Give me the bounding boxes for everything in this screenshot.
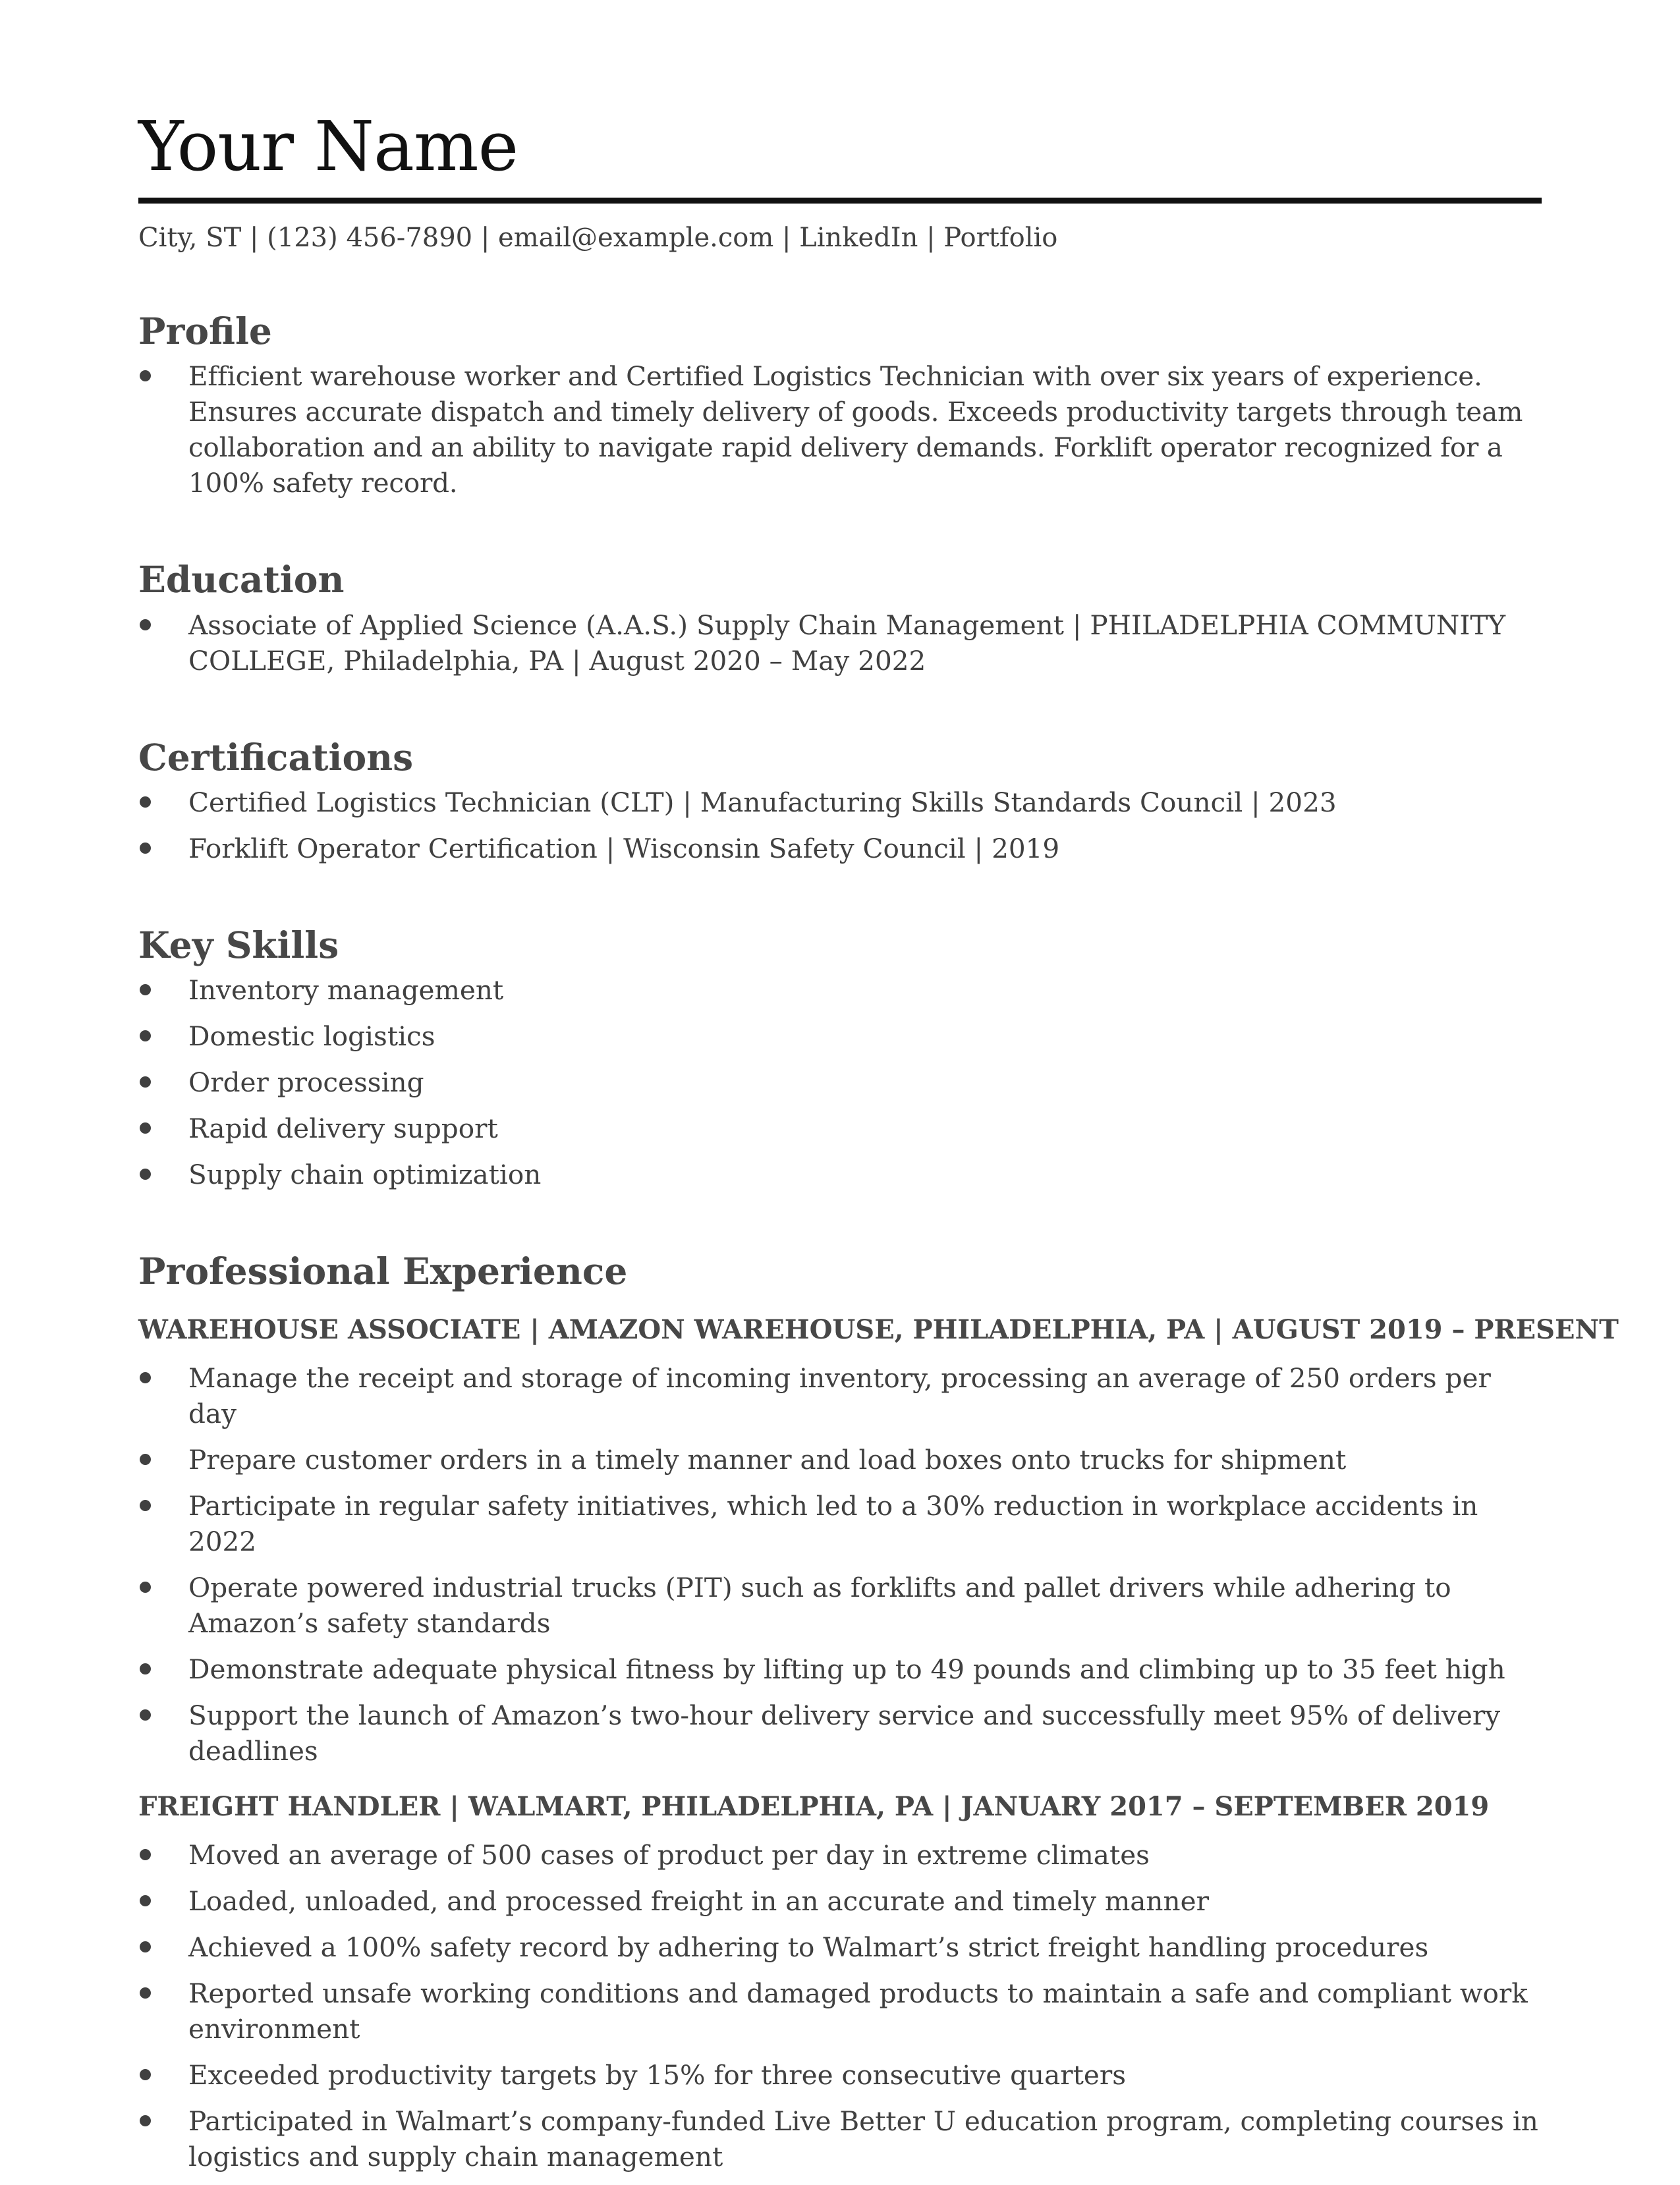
list-item: Loaded, unloaded, and processed freight in an accurate and timely manner bbox=[138, 1883, 1542, 1919]
section-title-education: Education bbox=[138, 558, 345, 601]
job-amazon-list bbox=[138, 1360, 1542, 1769]
education-list bbox=[138, 607, 1542, 678]
job-walmart-list bbox=[138, 1837, 1542, 2174]
list-item: Participate in regular safety initiatives, which led to a 30% reduction in workplace accidents in 2022 bbox=[138, 1488, 1542, 1559]
list-item: Associate of Applied Science (A.A.S.) Supply Chain Management | PHILADELPHIA COMMUNITY COLLEGE, Philadelphia, PA | August 2020 – May 2022 bbox=[138, 607, 1542, 678]
list-item: Forklift Operator Certification | Wisconsin Safety Council | 2019 bbox=[138, 831, 1542, 866]
section-title-experience: Professional Experience bbox=[138, 1250, 628, 1292]
list-item: Achieved a 100% safety record by adhering to Walmart’s strict freight handling procedures bbox=[138, 1929, 1542, 1965]
bullet-icon bbox=[140, 1122, 151, 1134]
job-heading-amazon: WAREHOUSE ASSOCIATE | AMAZON WAREHOUSE, PHILADELPHIA, PA | AUGUST 2019 – PRESENT bbox=[138, 1314, 1619, 1346]
list-item: Demonstrate adequate physical fitness by lifting up to 49 pounds and climbing up to 35 feet high bbox=[138, 1651, 1542, 1687]
list-item: Moved an average of 500 cases of product per day in extreme climates bbox=[138, 1837, 1542, 1873]
list-item: Inventory management bbox=[138, 972, 1542, 1008]
bullet-icon bbox=[140, 1709, 151, 1721]
bullet-icon bbox=[140, 1895, 151, 1906]
bullet-icon bbox=[140, 843, 151, 854]
bullet-icon bbox=[140, 1030, 151, 1041]
bullet-icon bbox=[140, 796, 151, 808]
bullet-icon bbox=[140, 1454, 151, 1465]
contact-line: City, ST | (123) 456-7890 | email@example.com | LinkedIn | Portfolio bbox=[138, 223, 1058, 253]
resume-name: Your Name bbox=[138, 106, 518, 186]
job-heading-walmart: FREIGHT HANDLER | WALMART, PHILADELPHIA, PA | JANUARY 2017 – SEPTEMBER 2019 bbox=[138, 1791, 1490, 1823]
header-divider bbox=[138, 198, 1542, 204]
bullet-icon bbox=[140, 1500, 151, 1511]
bullet-icon bbox=[140, 370, 151, 381]
section-title-skills: Key Skills bbox=[138, 923, 339, 966]
list-item: Exceeded productivity targets by 15% for three consecutive quarters bbox=[138, 2057, 1542, 2093]
skills-list bbox=[138, 972, 1542, 1192]
list-item: Supply chain optimization bbox=[138, 1157, 1542, 1192]
bullet-icon bbox=[140, 1372, 151, 1383]
list-item: Order processing bbox=[138, 1065, 1542, 1100]
bullet-icon bbox=[140, 1849, 151, 1860]
list-item: Efficient warehouse worker and Certified Logistics Technician with over six years of experience. Ensures accurate dispatch and timely delivery of goods. Exceeds productivity targets through team collaboration and an ability to navigate rapid delivery demands. Forklift operator recognized for a 100% safety record. bbox=[138, 358, 1542, 501]
list-item: Reported unsafe working conditions and damaged products to maintain a safe and compliant work environment bbox=[138, 1976, 1542, 2047]
list-item: Operate powered industrial trucks (PIT) such as forklifts and pallet drivers while adhering to Amazon’s safety standards bbox=[138, 1570, 1542, 1641]
list-item: Certified Logistics Technician (CLT) | Manufacturing Skills Standards Council | 2023 bbox=[138, 785, 1542, 820]
bullet-icon bbox=[140, 1076, 151, 1088]
bullet-icon bbox=[140, 1582, 151, 1593]
section-title-certifications: Certifications bbox=[138, 735, 414, 779]
bullet-icon bbox=[140, 619, 151, 630]
bullet-icon bbox=[140, 1169, 151, 1180]
certifications-list bbox=[138, 785, 1542, 866]
bullet-icon bbox=[140, 1987, 151, 1999]
section-title-profile: Profile bbox=[138, 310, 272, 352]
profile-list bbox=[138, 358, 1542, 501]
list-item: Domestic logistics bbox=[138, 1018, 1542, 1054]
bullet-icon bbox=[140, 1663, 151, 1674]
list-item: Participated in Walmart’s company-funded Live Better U education program, completing courses in logistics and supply chain management bbox=[138, 2103, 1542, 2174]
bullet-icon bbox=[140, 1941, 151, 1952]
list-item: Manage the receipt and storage of incoming inventory, processing an average of 250 orders per day bbox=[138, 1360, 1542, 1431]
list-item: Rapid delivery support bbox=[138, 1111, 1542, 1146]
list-item: Support the launch of Amazon’s two-hour delivery service and successfully meet 95% of delivery deadlines bbox=[138, 1698, 1542, 1769]
bullet-icon bbox=[140, 2069, 151, 2080]
bullet-icon bbox=[140, 984, 151, 995]
resume-page bbox=[138, 99, 1619, 2185]
bullet-icon bbox=[140, 2115, 151, 2126]
list-item: Prepare customer orders in a timely manner and load boxes onto trucks for shipment bbox=[138, 1442, 1542, 1478]
